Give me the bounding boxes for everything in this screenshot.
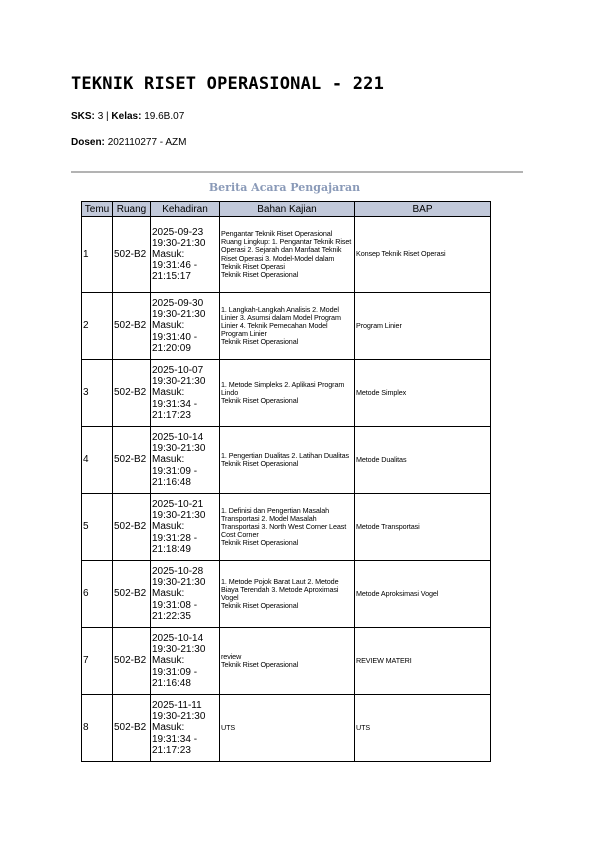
cell-temu: 6 bbox=[82, 561, 113, 628]
table-caption: Berita Acara Pengajaran bbox=[208, 181, 361, 194]
material-course: Teknik Riset Operasional bbox=[221, 660, 299, 669]
material-course: Teknik Riset Operasional bbox=[221, 538, 299, 548]
material-course: Teknik Riset Operasional bbox=[221, 396, 299, 406]
cell-temu: 4 bbox=[82, 427, 113, 494]
table-row bbox=[82, 217, 491, 293]
cell-ruang: 502-B2 bbox=[113, 427, 151, 494]
cell-temu: 8 bbox=[82, 695, 113, 762]
material-topics: 1. Langkah-Langkah Analisis 2. Model Linier 3. Asumsi dalam Model Program Linier 4. Teknik Pemecahan Model Program Linier bbox=[221, 304, 341, 339]
column-header-temu: Temu bbox=[82, 202, 113, 217]
cell-bap: REVIEW MATERI bbox=[355, 628, 491, 695]
cell-temu: 5 bbox=[82, 494, 113, 561]
cell-ruang: 502-B2 bbox=[113, 494, 151, 561]
cell-bap: Konsep Teknik Riset Operasi bbox=[355, 217, 491, 293]
kelas-value: 19.6B.07 bbox=[144, 111, 185, 122]
material-topics: UTS bbox=[221, 722, 236, 732]
table-row bbox=[82, 695, 491, 762]
cell-temu: 7 bbox=[82, 628, 113, 695]
cell-bap: Metode Simplex bbox=[355, 360, 491, 427]
cell-kehadiran: 2025-09-23 19:30-21:30 Masuk: 19:31:46 - 21:15:17 bbox=[151, 217, 220, 293]
material-course: Teknik Riset Operasional bbox=[221, 337, 299, 347]
material-course: Teknik Riset Operasional bbox=[221, 459, 299, 468]
table-row bbox=[82, 427, 491, 494]
cell-kehadiran: 2025-10-28 19:30-21:30 Masuk: 19:31:08 - 21:22:35 bbox=[151, 561, 220, 628]
lecturer-info-line bbox=[71, 137, 186, 148]
dosen-value: 202110277 - AZM bbox=[107, 137, 187, 148]
separator: | bbox=[106, 111, 109, 122]
kelas-label: Kelas: bbox=[111, 111, 142, 122]
cell-bahan-kajian bbox=[220, 561, 355, 628]
cell-bahan-kajian bbox=[220, 217, 355, 293]
cell-ruang: 502-B2 bbox=[113, 628, 151, 695]
cell-bahan-kajian bbox=[220, 695, 355, 762]
cell-ruang: 502-B2 bbox=[113, 695, 151, 762]
horizontal-divider bbox=[71, 171, 523, 173]
column-header-bap: BAP bbox=[355, 202, 491, 217]
cell-kehadiran: 2025-10-21 19:30-21:30 Masuk: 19:31:28 - 21:18:49 bbox=[151, 494, 220, 561]
cell-ruang: 502-B2 bbox=[113, 561, 151, 628]
table-row bbox=[82, 360, 491, 427]
material-topics: review bbox=[221, 651, 242, 661]
page-title: TEKNIK RISET OPERASIONAL - 221 bbox=[71, 74, 385, 94]
course-info-line bbox=[71, 111, 184, 122]
table-row bbox=[82, 293, 491, 360]
cell-kehadiran: 2025-10-14 19:30-21:30 Masuk: 19:31:09 - 21:16:48 bbox=[151, 628, 220, 695]
sks-value: 3 bbox=[97, 111, 104, 122]
cell-ruang: 502-B2 bbox=[113, 217, 151, 293]
cell-kehadiran: 2025-11-11 19:30-21:30 Masuk: 19:31:34 - 21:17:23 bbox=[151, 695, 220, 762]
cell-temu: 3 bbox=[82, 360, 113, 427]
cell-kehadiran: 2025-10-07 19:30-21:30 Masuk: 19:31:34 - 21:17:23 bbox=[151, 360, 220, 427]
cell-bahan-kajian bbox=[220, 494, 355, 561]
material-course: Teknik Riset Operasional bbox=[221, 269, 299, 279]
cell-kehadiran: 2025-09-30 19:30-21:30 Masuk: 19:31:40 - 21:20:09 bbox=[151, 293, 220, 360]
cell-bap: Metode Aproksimasi Vogel bbox=[355, 561, 491, 628]
cell-bap: UTS bbox=[355, 695, 491, 762]
dosen-label: Dosen: bbox=[71, 137, 105, 148]
column-header-bahan-kajian: Bahan Kajian bbox=[220, 202, 355, 217]
table-row bbox=[82, 494, 491, 561]
cell-bahan-kajian bbox=[220, 628, 355, 695]
cell-kehadiran: 2025-10-14 19:30-21:30 Masuk: 19:31:09 - 21:16:48 bbox=[151, 427, 220, 494]
material-topics: Pengantar Teknik Riset Operasional Ruang Lingkup: 1. Pengantar Teknik Riset Operasi 2. Sejarah dan Manfaat Teknik Riset Operasi 3. Model-Model dalam Teknik Riset Operasi bbox=[221, 229, 352, 271]
cell-bap: Metode Dualitas bbox=[355, 427, 491, 494]
teaching-record-table bbox=[81, 201, 491, 762]
material-topics: 1. Pengertian Dualitas 2. Latihan Dualitas bbox=[221, 450, 350, 460]
cell-bap: Metode Transportasi bbox=[355, 494, 491, 561]
material-topics: 1. Definisi dan Pengertian Masalah Transportasi 2. Model Masalah Transportasi 3. North West Corner Least Cost Corner bbox=[221, 505, 347, 540]
column-header-kehadiran: Kehadiran bbox=[151, 202, 220, 217]
sks-label: SKS: bbox=[71, 111, 95, 122]
cell-ruang: 502-B2 bbox=[113, 293, 151, 360]
cell-ruang: 502-B2 bbox=[113, 360, 151, 427]
material-topics: 1. Metode Pojok Barat Laut 2. Metode Biaya Terendah 3. Metode Aproximasi Vogel bbox=[221, 576, 339, 602]
cell-bahan-kajian bbox=[220, 360, 355, 427]
material-topics: 1. Metode Simpleks 2. Aplikasi Program Lindo bbox=[221, 379, 345, 397]
cell-bap: Program Linier bbox=[355, 293, 491, 360]
table-row bbox=[82, 628, 491, 695]
cell-temu: 2 bbox=[82, 293, 113, 360]
cell-bahan-kajian bbox=[220, 293, 355, 360]
table-row bbox=[82, 561, 491, 628]
column-header-ruang: Ruang bbox=[113, 202, 151, 217]
cell-bahan-kajian bbox=[220, 427, 355, 494]
material-course: Teknik Riset Operasional bbox=[221, 601, 299, 611]
table-header-row bbox=[82, 202, 491, 217]
cell-temu: 1 bbox=[82, 217, 113, 293]
